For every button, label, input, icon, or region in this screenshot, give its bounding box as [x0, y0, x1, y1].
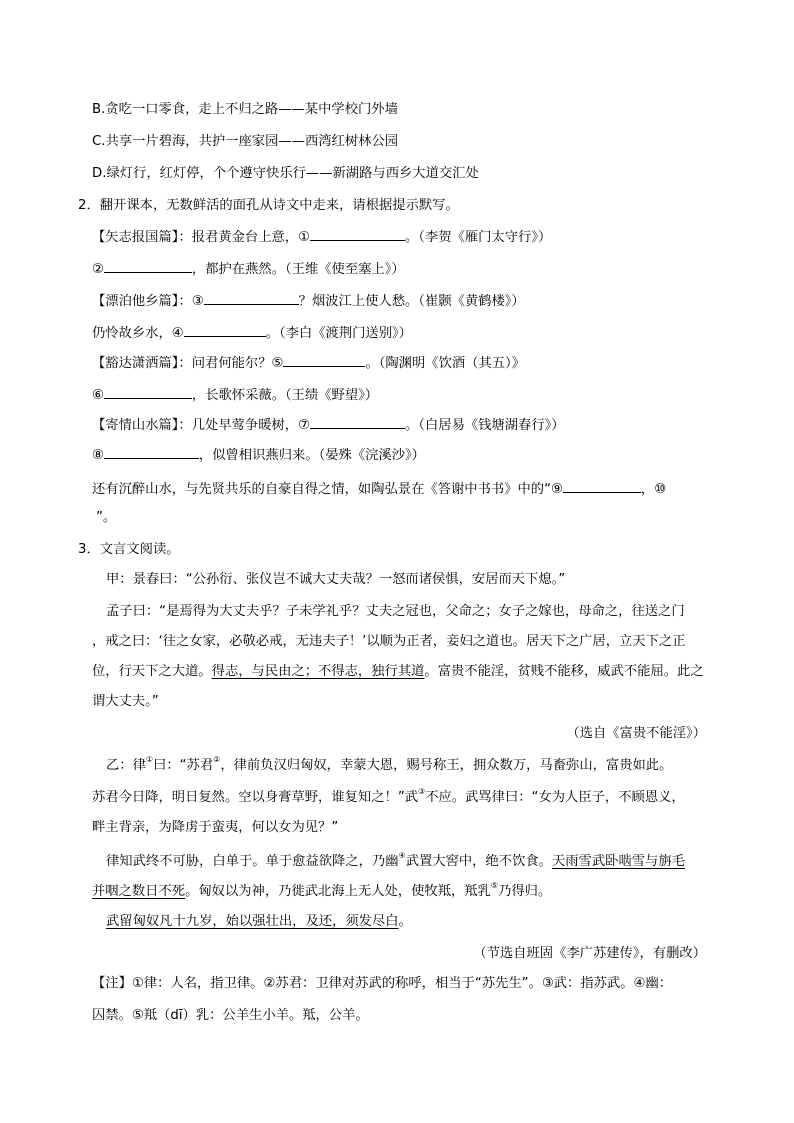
text: 仍怜故乡水，④ — [92, 326, 184, 341]
text: 。（李贺《雁门太守行》） — [405, 230, 552, 245]
dictation-line-1 — [92, 226, 551, 248]
dictation-line-4 — [92, 322, 412, 344]
text: 【寄情山水篇】：几处早莺争暖树，⑦ — [92, 418, 311, 433]
answer-blank-5[interactable] — [283, 352, 365, 367]
passage-yi-source: （节选自班固《李广苏建传》，有删改） — [473, 946, 706, 961]
text: ，⑩ — [640, 482, 667, 497]
text: ，都护在燕然。（王维《使至塞上》） — [191, 262, 405, 277]
text: 【矢志报国篇】：报君黄金台上意，① — [92, 230, 311, 245]
option-d: D.绿灯行，红灯停，个个遵守快乐行——新湖路与西乡大道交汇处 — [92, 166, 479, 181]
answer-blank-4[interactable] — [184, 322, 266, 337]
text: 【漂泊他乡篇】：③ — [92, 294, 204, 309]
note-marker: ① — [145, 755, 154, 764]
question-3-stem: 3．文言文阅读。 — [78, 542, 180, 557]
text: 律知武终不可胁，白单于。单于愈益欲降之，乃幽 — [106, 854, 399, 869]
text: ② — [92, 262, 104, 277]
text: ，长歌怀采薇。（王绩《野望》） — [191, 388, 379, 403]
text: 。（白居易《钱塘湖春行》） — [405, 418, 565, 433]
passage-jia-line-5: 谓大丈夫。” — [92, 694, 159, 709]
annotation-line-2: 囚禁。⑤羝（dī）乳：公羊生小羊。羝，公羊。 — [92, 1008, 369, 1023]
passage-jia-line-3: ，戒之曰：‘往之女家，必敬必戒，无违夫子！’以顺为正者，妾妇之道也。居天下之广居，立天下之正 — [92, 634, 686, 649]
passage-jia-source: （选自《富贵不能淫》） — [566, 726, 706, 741]
text: 。富贵不能淫，贫贱不能移，威武不能屈。此之 — [424, 664, 704, 679]
note-marker: ④ — [398, 851, 406, 860]
text: ，似曾相识燕归来。（晏殊《浣溪沙》） — [198, 448, 425, 463]
text: ，律前负汉归匈奴，幸蒙大恩，赐号称王，拥众数万，马畜弥山，富贵如此。 — [220, 758, 673, 773]
dictation-line-3 — [92, 290, 525, 312]
passage-yi-line-6 — [106, 912, 412, 932]
text: 乃得归。 — [498, 884, 552, 899]
passage-yi-line-5 — [92, 882, 551, 902]
passage-yi-line-4 — [106, 852, 685, 872]
text: 曰：“苏君 — [153, 758, 214, 773]
text: ？烟波江上使人愁。（崔颢《黄鹤楼》） — [298, 294, 525, 309]
question-2-stem: 2．翻开课本，无数鲜活的面孔从诗文中走来，请根据提示默写。 — [78, 198, 459, 213]
passage-jia-line-4 — [92, 662, 704, 682]
annotation-line-1: 【注】①律：人名，指卫律。②苏君：卫律对苏武的称呼，相当于“苏先生”。③武：指苏武。④幽： — [92, 976, 673, 991]
answer-blank-2[interactable] — [104, 258, 192, 273]
passage-yi-line-3: 畔主背亲，为降虏于蛮夷，何以女为见？” — [92, 820, 339, 835]
underlined-sentence: 并咽之数日不死 — [92, 884, 186, 899]
text: 。 — [398, 914, 412, 929]
text: 苏君今日降，明日复然。空以身膏草野，谁复知之！”武 — [92, 790, 419, 805]
passage-jia-line-2: 孟子曰：“是焉得为大丈夫乎？子未学礼乎？丈夫之冠也，父命之；女子之嫁也，母命之，往送之门 — [106, 604, 685, 619]
dictation-line-5 — [92, 352, 525, 374]
answer-blank-6[interactable] — [104, 384, 192, 399]
dictation-line-2 — [92, 258, 405, 280]
note-marker: ⑤ — [490, 881, 499, 890]
option-c: C.共享一片碧海，共护一座家园——西湾红树林公园 — [92, 134, 399, 149]
dictation-line-10: ”。 — [96, 510, 117, 525]
text: 乙：律 — [106, 758, 146, 773]
underlined-sentence: 得志，与民由之；不得志，独行其道 — [211, 664, 425, 679]
answer-blank-9[interactable] — [563, 478, 641, 493]
text: ⑥ — [92, 388, 104, 403]
answer-blank-8[interactable] — [104, 444, 199, 459]
text: 【豁达潇洒篇】：问君何能尔？⑤ — [92, 356, 284, 371]
underlined-sentence: 武留匈奴凡十九岁，始以强壮出，及还，须发尽白 — [106, 914, 399, 929]
text: 。（陶渊明《饮酒（其五）》 — [365, 356, 525, 371]
text: 武置大窖中，绝不饮食。 — [405, 854, 552, 869]
dictation-line-7 — [92, 414, 565, 436]
underlined-sentence: 天雨雪武卧啮雪与旃毛 — [551, 854, 685, 869]
note-marker: ③ — [418, 787, 426, 796]
text: 。（李白《渡荆门送别》） — [265, 326, 412, 341]
passage-yi-line-2 — [92, 788, 685, 808]
dictation-line-8 — [92, 444, 425, 466]
text: 不应。武骂律曰：“女为人臣子，不顾恩义， — [425, 790, 685, 805]
answer-blank-1[interactable] — [310, 226, 405, 241]
note-marker: ② — [213, 755, 221, 764]
option-b: B.贪吃一口零食，走上不归之路——某中学校门外墙 — [92, 102, 398, 117]
text: 。匈奴以为神，乃徙武北海上无人处，使牧羝，羝乳 — [185, 884, 491, 899]
text: ⑧ — [92, 448, 104, 463]
answer-blank-3[interactable] — [204, 290, 299, 305]
answer-blank-7[interactable] — [310, 414, 405, 429]
text: 位，行天下之大道。 — [92, 664, 212, 679]
text: 还有沉醉山水，与先贤共乐的自豪自得之情，如陶弘景在《答谢中书书》中的“⑨ — [92, 482, 563, 497]
passage-yi-line-1 — [106, 756, 672, 776]
dictation-line-9 — [92, 478, 666, 500]
dictation-line-6 — [92, 384, 378, 406]
passage-jia-line-1: 甲：景春曰：“公孙衍、张仪岂不诚大丈夫哉？一怒而诸侯惧，安居而天下熄。” — [106, 572, 566, 587]
